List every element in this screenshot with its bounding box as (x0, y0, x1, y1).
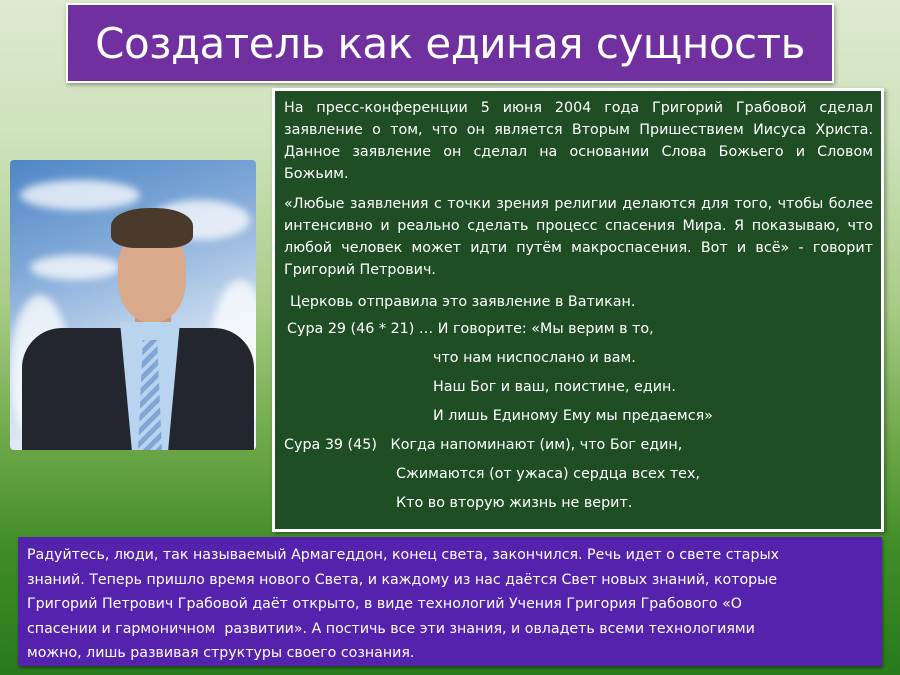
cloud-shape (30, 255, 120, 280)
slide-title: Создатель как единая сущность (95, 18, 805, 68)
bottom-line-5: можно, лишь развивая структуры своего сознания. (27, 645, 415, 661)
portrait-photo (10, 160, 256, 450)
bottom-line-1: Радуйтесь, люди, так называемый Армагеддон, конец света, закончился. Речь идет о свете старых (27, 547, 780, 563)
sura39-line1: Сура 39 (45) Когда напоминают (им), что Бог един, (284, 437, 683, 453)
sura39-line2: Сжимаются (от ужаса) сердца всех тех, (396, 466, 700, 482)
paragraph-quote: «Любые заявления с точки зрения религии делаются для того, чтобы более интенсивно и реально сделать процесс спасения Мира. Я показываю, что любой человек может идти путём макроспасения. Вот и всё» - говорит Григорий Петрович. (284, 196, 873, 278)
bottom-line-2: знаний. Теперь пришло время нового Света, и каждому из нас даётся Свет новых знаний, которые (27, 571, 778, 588)
paragraph-vatican: Церковь отправила это заявление в Ватикан. (290, 294, 636, 310)
sura29-line1: Сура 29 (46 * 21) … И говорите: «Мы верим в то, (287, 321, 654, 337)
person-hair (111, 208, 193, 248)
bottom-text-box (18, 537, 882, 666)
title-banner (66, 3, 834, 83)
bottom-line-3: Григорий Петрович Грабовой даёт открыто, в виде технологий Учения Григория Грабового «О (27, 596, 742, 612)
bottom-line-4: спасении и гармоничном развитии». А постичь все эти знания, и овладеть всеми технологиями (27, 620, 755, 637)
sura29-line2: что нам ниспослано и вам. (433, 350, 636, 366)
sura29-line3: Наш Бог и ваш, поистине, един. (433, 379, 676, 395)
paragraph-press-conference: На пресс-конференции 5 июня 2004 года Григорий Грабовой сделал заявление о том, что он является Вторым Пришествием Иисуса Христа. Данное заявление он сделал на основании Слова Божьего и Словом Божьим. (284, 100, 873, 182)
sura39-line3: Кто во вторую жизнь не верит. (396, 495, 633, 511)
sura29-line4: И лишь Единому Ему мы предаемся» (433, 408, 713, 424)
main-text-box (272, 88, 884, 532)
cloud-shape (20, 180, 140, 210)
